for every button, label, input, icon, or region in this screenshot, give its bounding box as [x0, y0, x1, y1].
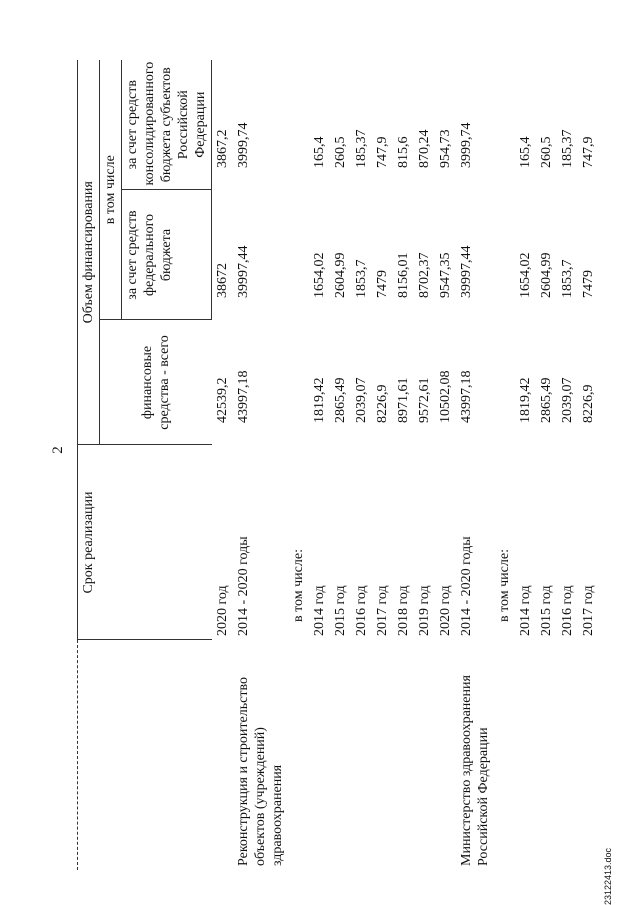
row-term: 2014 год: [518, 585, 533, 636]
row-federal: 2604,99: [539, 252, 554, 298]
row-total: [494, 320, 515, 445]
row-term: 2014 - 2020 годы: [459, 536, 474, 636]
row-regional: 747,9: [375, 136, 390, 168]
row-federal: 7479: [581, 270, 596, 298]
table-row: [494, 60, 515, 870]
table-row: [233, 60, 288, 870]
row-regional: 185,37: [354, 129, 369, 168]
row-total: 8226,9: [375, 384, 390, 423]
row-name: [351, 640, 372, 870]
row-name: Министерство здравоохранения Российской Федерации: [459, 675, 491, 866]
row-regional: 954,73: [438, 129, 453, 168]
row-total: 2039,07: [354, 377, 369, 423]
row-federal: 1654,02: [312, 252, 327, 298]
table-row: [372, 60, 393, 870]
header-regional: за счет средств консолидированного бюджета субъектов Российской Федерации: [122, 60, 212, 190]
row-federal: 1654,02: [518, 252, 533, 298]
row-regional: 260,5: [539, 136, 554, 168]
row-regional: 260,5: [333, 136, 348, 168]
row-name: [578, 640, 599, 870]
row-regional: 3999,74: [236, 122, 251, 168]
row-term: 2017 год: [581, 585, 596, 636]
table-row: [557, 60, 578, 870]
header-federal: за счет средств федерального бюджета: [122, 190, 212, 320]
row-term: 2015 год: [333, 585, 348, 636]
row-regional: 165,4: [518, 136, 533, 168]
header-name: [78, 640, 212, 870]
table-row: [515, 60, 536, 870]
row-regional: [288, 60, 309, 190]
table-row: [393, 60, 414, 870]
row-federal: 1853,7: [354, 259, 369, 298]
document-page: [50, 30, 635, 905]
header-total: финансовые средства - всего: [100, 320, 212, 445]
row-name: [435, 640, 456, 870]
row-name: [288, 640, 309, 870]
row-federal: 39997,44: [459, 245, 474, 298]
row-regional: 185,37: [560, 129, 575, 168]
row-total: 43997,18: [236, 370, 251, 423]
row-term: 2016 год: [354, 585, 369, 636]
row-name: [494, 640, 515, 870]
row-term: 2015 год: [539, 585, 554, 636]
row-term: 2017 год: [375, 585, 390, 636]
row-total: 8226,9: [581, 384, 596, 423]
row-term: 2018 год: [396, 585, 411, 636]
row-regional: 815,6: [396, 136, 411, 168]
table-row: [288, 60, 309, 870]
row-term: 2014 год: [312, 585, 327, 636]
row-term: 2016 год: [560, 585, 575, 636]
header-subgroup: в том числе: [100, 60, 122, 320]
table-row: [536, 60, 557, 870]
row-federal: [494, 190, 515, 320]
row-total: 2039,07: [560, 377, 575, 423]
row-name: [536, 640, 557, 870]
table-row: [351, 60, 372, 870]
row-total: 42539,2: [214, 377, 230, 423]
table-row: [309, 60, 330, 870]
table-row: [414, 60, 435, 870]
table-row: [435, 60, 456, 870]
row-total: 1819,42: [518, 377, 533, 423]
row-term: 2019 год: [417, 585, 432, 636]
row-term: 2020 год: [214, 585, 230, 636]
header-funding-group: Объем финансирования: [78, 60, 100, 445]
row-federal: 7479: [375, 270, 390, 298]
row-total: 2865,49: [333, 377, 348, 423]
row-federal: 9547,35: [438, 252, 453, 298]
table-row: [578, 60, 599, 870]
row-total: 8971,61: [396, 377, 411, 423]
row-federal: 8156,01: [396, 252, 411, 298]
row-name: Реконструкция и строительство объектов (учреждений) здравоохранения: [236, 677, 285, 866]
row-name: [414, 640, 435, 870]
table-row: [330, 60, 351, 870]
page-number: 2: [50, 446, 66, 454]
row-federal: 1853,7: [560, 259, 575, 298]
row-federal: [288, 190, 309, 320]
row-total: 1819,42: [312, 377, 327, 423]
row-name: [309, 640, 330, 870]
row-total: 2865,49: [539, 377, 554, 423]
row-regional: 3999,74: [459, 122, 474, 168]
row-term: 2014 - 2020 годы: [236, 536, 251, 636]
row-regional: 165,4: [312, 136, 327, 168]
table-row: [212, 60, 234, 870]
row-name: [515, 640, 536, 870]
table-header: [78, 60, 212, 870]
row-regional: 747,9: [581, 136, 596, 168]
row-term: в том числе:: [497, 549, 512, 622]
row-total: 9572,61: [417, 377, 432, 423]
header-term: Срок реализации: [78, 445, 212, 640]
row-term: в том числе:: [291, 549, 306, 622]
row-total: 43997,18: [459, 370, 474, 423]
table-row: [456, 60, 494, 870]
row-federal: 39997,44: [236, 245, 251, 298]
row-term: 2020 год: [438, 585, 453, 636]
row-name: [557, 640, 578, 870]
row-name: [330, 640, 351, 870]
document-id: 23122413.doc: [603, 847, 613, 905]
financing-table: [77, 60, 599, 870]
row-federal: 8702,37: [417, 252, 432, 298]
row-total: [288, 320, 309, 445]
row-regional: [494, 60, 515, 190]
row-total: 10502,08: [438, 370, 453, 423]
table-body: [212, 60, 600, 870]
row-regional: 3867,2: [215, 129, 230, 168]
row-name: [372, 640, 393, 870]
row-regional: 870,24: [417, 129, 432, 168]
row-name: [393, 640, 414, 870]
row-federal: 2604,99: [333, 252, 348, 298]
row-name: [212, 640, 234, 870]
row-federal: 38672: [215, 263, 230, 298]
